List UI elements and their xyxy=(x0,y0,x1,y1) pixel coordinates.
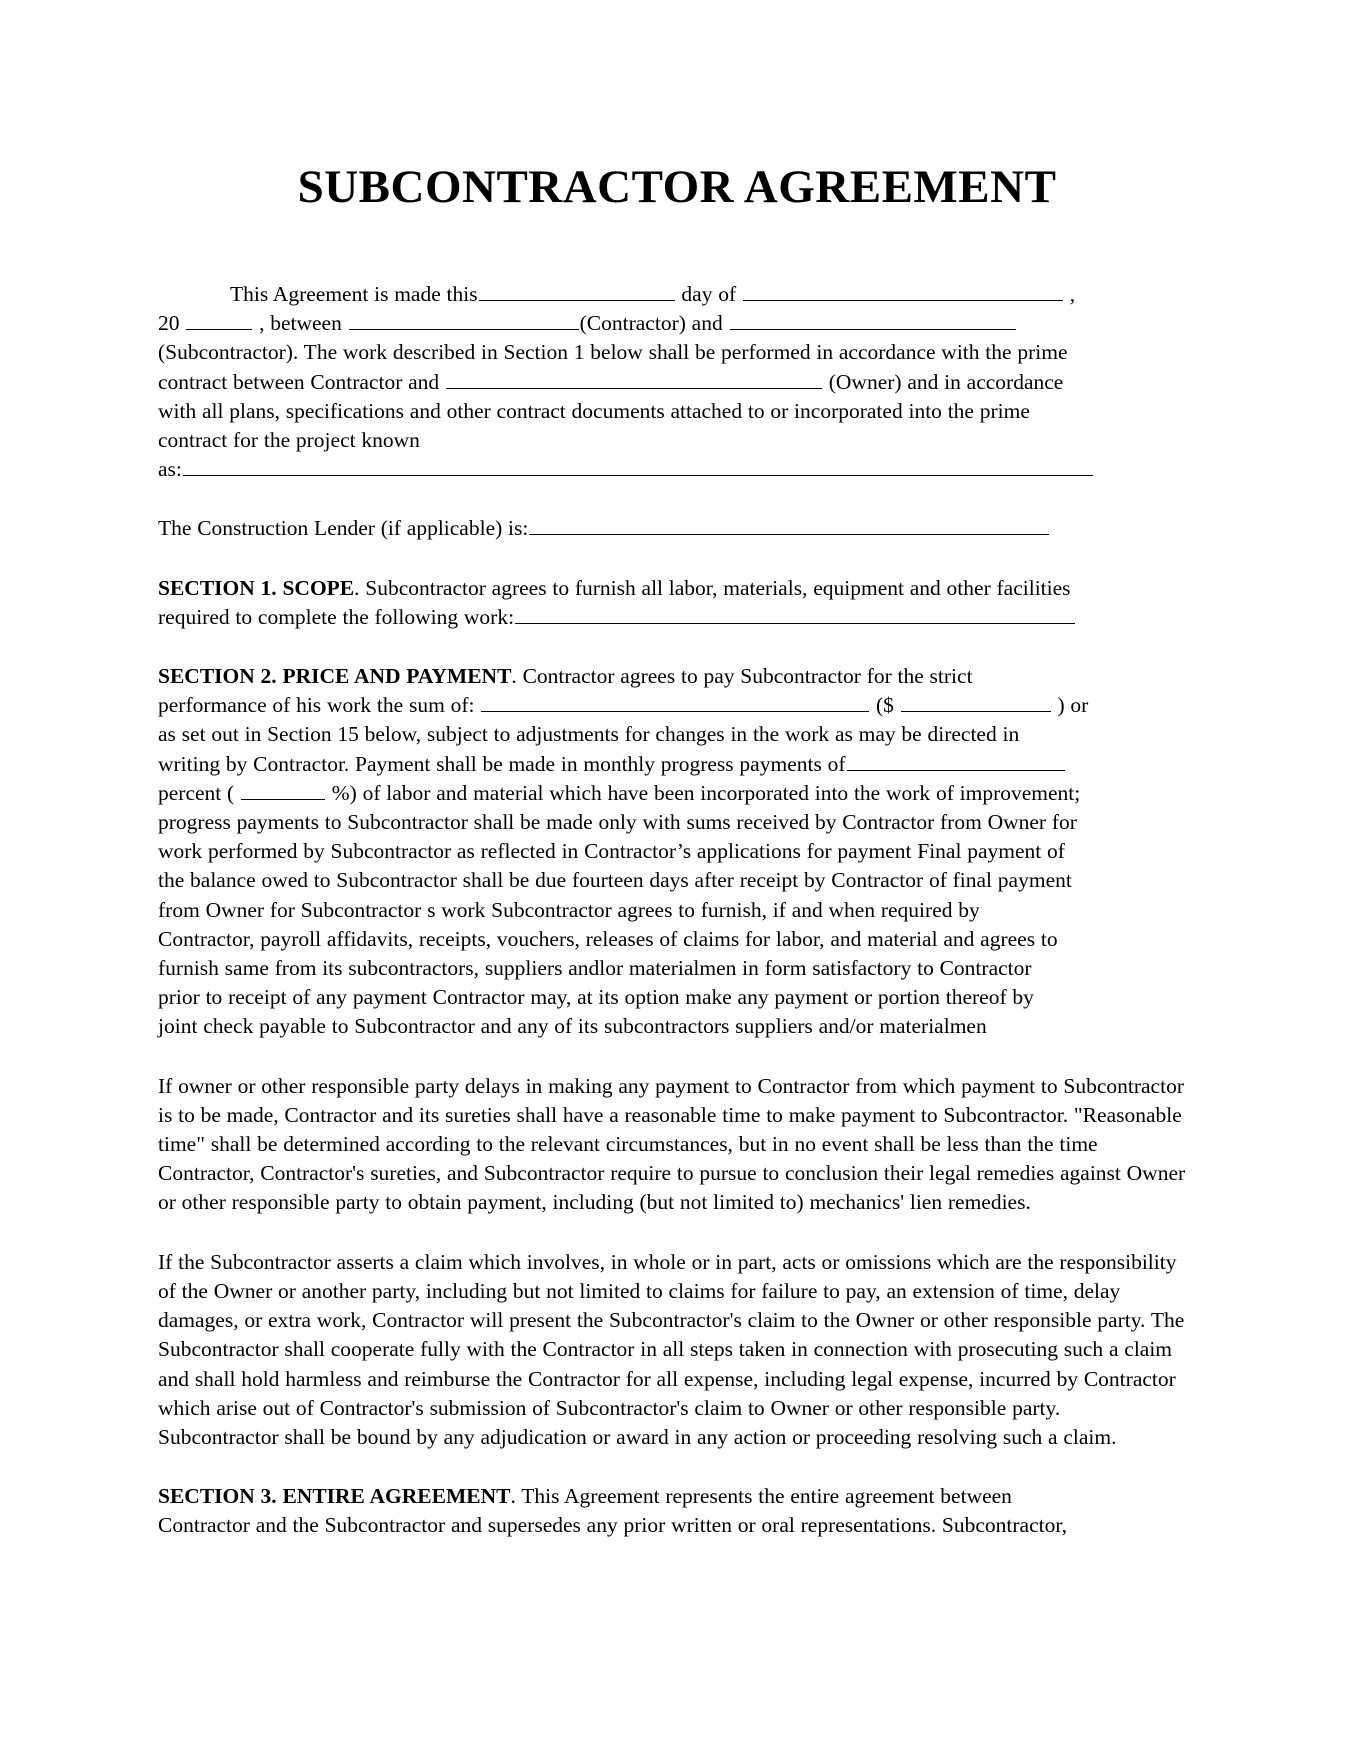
blank-progress-percent-number[interactable] xyxy=(241,780,325,800)
section-2-line13: joint check payable to Subcontractor and any of its subcontractors suppliers and/or materialmen xyxy=(158,1014,987,1039)
intro-line1-c: , xyxy=(1069,282,1076,306)
lender-label: The Construction Lender (if applicable) is: xyxy=(158,516,529,541)
blank-date-month[interactable] xyxy=(743,281,1063,301)
intro-line7-a: as: xyxy=(158,457,182,482)
section-1-scope xyxy=(158,574,1186,632)
section-3-text-a: . This Agreement represents the entire agreement between xyxy=(510,1484,1012,1509)
intro-line2-a: 20 xyxy=(158,311,180,336)
section-2-line2-b: ($ xyxy=(876,693,894,718)
section-3-entire-agreement xyxy=(158,1482,1186,1540)
section-2-line11: furnish same from its subcontractors, suppliers andlor materialmen in form satisfactory to Contractor xyxy=(158,956,1032,981)
blank-contract-sum-words[interactable] xyxy=(481,692,869,712)
construction-lender-line xyxy=(158,514,1186,543)
section-1-heading: SECTION 1. SCOPE xyxy=(158,575,355,600)
blank-progress-percent-words[interactable] xyxy=(847,751,1065,771)
section-2-line7: work performed by Subcontractor as reflected in Contractor’s applications for payment Final payment of xyxy=(158,839,1065,864)
document-body xyxy=(158,160,1186,1541)
blank-year[interactable] xyxy=(186,310,252,330)
intro-line1-a: This Agreement is made this xyxy=(230,282,478,306)
intro-line2-b: , between xyxy=(259,311,342,336)
blank-contractor-name[interactable] xyxy=(349,310,579,330)
blank-contract-sum-amount[interactable] xyxy=(901,692,1051,712)
blank-project-name[interactable] xyxy=(183,456,1093,476)
intro-line2-c: (Contractor) and xyxy=(579,311,723,336)
intro-line6: contract for the project known xyxy=(158,428,420,453)
section-3-heading: SECTION 3. ENTIRE AGREEMENT xyxy=(158,1484,511,1509)
blank-subcontractor-name[interactable] xyxy=(730,310,1016,330)
intro-line4-a: contract between Contractor and xyxy=(158,369,440,394)
blank-construction-lender[interactable] xyxy=(529,515,1049,535)
section-2-line5-b: %) of labor and material which have been incorporated into the work of improvement; xyxy=(331,780,1081,805)
section-2-line10: Contractor, payroll affidavits, receipts, vouchers, releases of claims for labor, and material and agrees to xyxy=(158,926,1058,951)
section-1-text-b: required to complete the following work: xyxy=(158,604,515,629)
section-2-line2-c: ) or xyxy=(1057,693,1089,718)
intro-line4-b: (Owner) and in accordance xyxy=(828,369,1064,394)
intro-paragraph xyxy=(158,280,1186,484)
blank-owner-name[interactable] xyxy=(446,369,822,389)
blank-date-day[interactable] xyxy=(479,281,675,301)
paragraph-subcontractor-claim: If the Subcontractor asserts a claim which involves, in whole or in part, acts or omissions which are the responsibility of the Owner or another party, including but not limited to claims for failure to pay, an extension of time, delay damages, or extra work, Contractor will present the Subcontractor's claim to the Owner or other responsible party. The Subcontractor shall cooperate fully with the Contractor in all steps taken in connection with prosecuting such a claim and shall hold harmless and reimburse the Contractor for all expense, including legal expense, incurred by Contractor which arise out of Contractor's submission of Subcontractor's claim to Owner or other responsible party. Subcontractor shall be bound by any adjudication or award in any action or proceeding resolving such a claim. xyxy=(158,1249,1185,1449)
section-2-text-a: . Contractor agrees to pay Subcontractor for the strict xyxy=(511,664,973,689)
section-1-text-a: . Subcontractor agrees to furnish all labor, materials, equipment and other facilities xyxy=(354,575,1071,600)
section-2-line5-a: percent ( xyxy=(158,780,235,805)
section-3-line2: Contractor and the Subcontractor and supersedes any prior written or oral representations. Subcontractor, xyxy=(158,1513,1068,1538)
blank-scope-of-work[interactable] xyxy=(515,604,1075,624)
section-2-heading: SECTION 2. PRICE AND PAYMENT xyxy=(158,664,512,689)
section-2-line8: the balance owed to Subcontractor shall be due fourteen days after receipt by Contractor of final payment xyxy=(158,868,1072,893)
paragraph-payment-delay: If owner or other responsible party delays in making any payment to Contractor from which payment to Subcontractor is to be made, Contractor and its sureties shall have a reasonable time to make payment to Subcontractor. "Reasonable time" shall be determined according to the relevant circumstances, but in no event shall be less than the time Contractor, Contractor's sureties, and Subcontractor require to pursue to conclusion their legal remedies against Owner or other responsible party to obtain payment, including (but not limited to) mechanics' lien remedies. xyxy=(158,1073,1186,1215)
section-2-line4-a: writing by Contractor. Payment shall be made in monthly progress payments of xyxy=(158,751,846,776)
section-2-line3: as set out in Section 15 below, subject to adjustments for changes in the work as may be directed in xyxy=(158,722,1020,747)
intro-line1-b: day of xyxy=(681,282,737,306)
intro-line3: (Subcontractor). The work described in Section 1 below shall be performed in accordance with the prime xyxy=(158,340,1068,365)
section-2-line6: progress payments to Subcontractor shall be made only with sums received by Contractor from Owner for xyxy=(158,810,1077,835)
section-2-line2-a: performance of his work the sum of: xyxy=(158,693,475,718)
page-title: SUBCONTRACTOR AGREEMENT xyxy=(297,161,1057,213)
section-2-line12: prior to receipt of any payment Contractor may, at its option make any payment or portion thereof by xyxy=(158,985,1034,1010)
section-2-price-and-payment xyxy=(158,662,1186,1042)
section-2-line9: from Owner for Subcontractor s work Subcontractor agrees to furnish, if and when required by xyxy=(158,897,980,922)
intro-line5: with all plans, specifications and other contract documents attached to or incorporated into the prime xyxy=(158,398,1030,423)
